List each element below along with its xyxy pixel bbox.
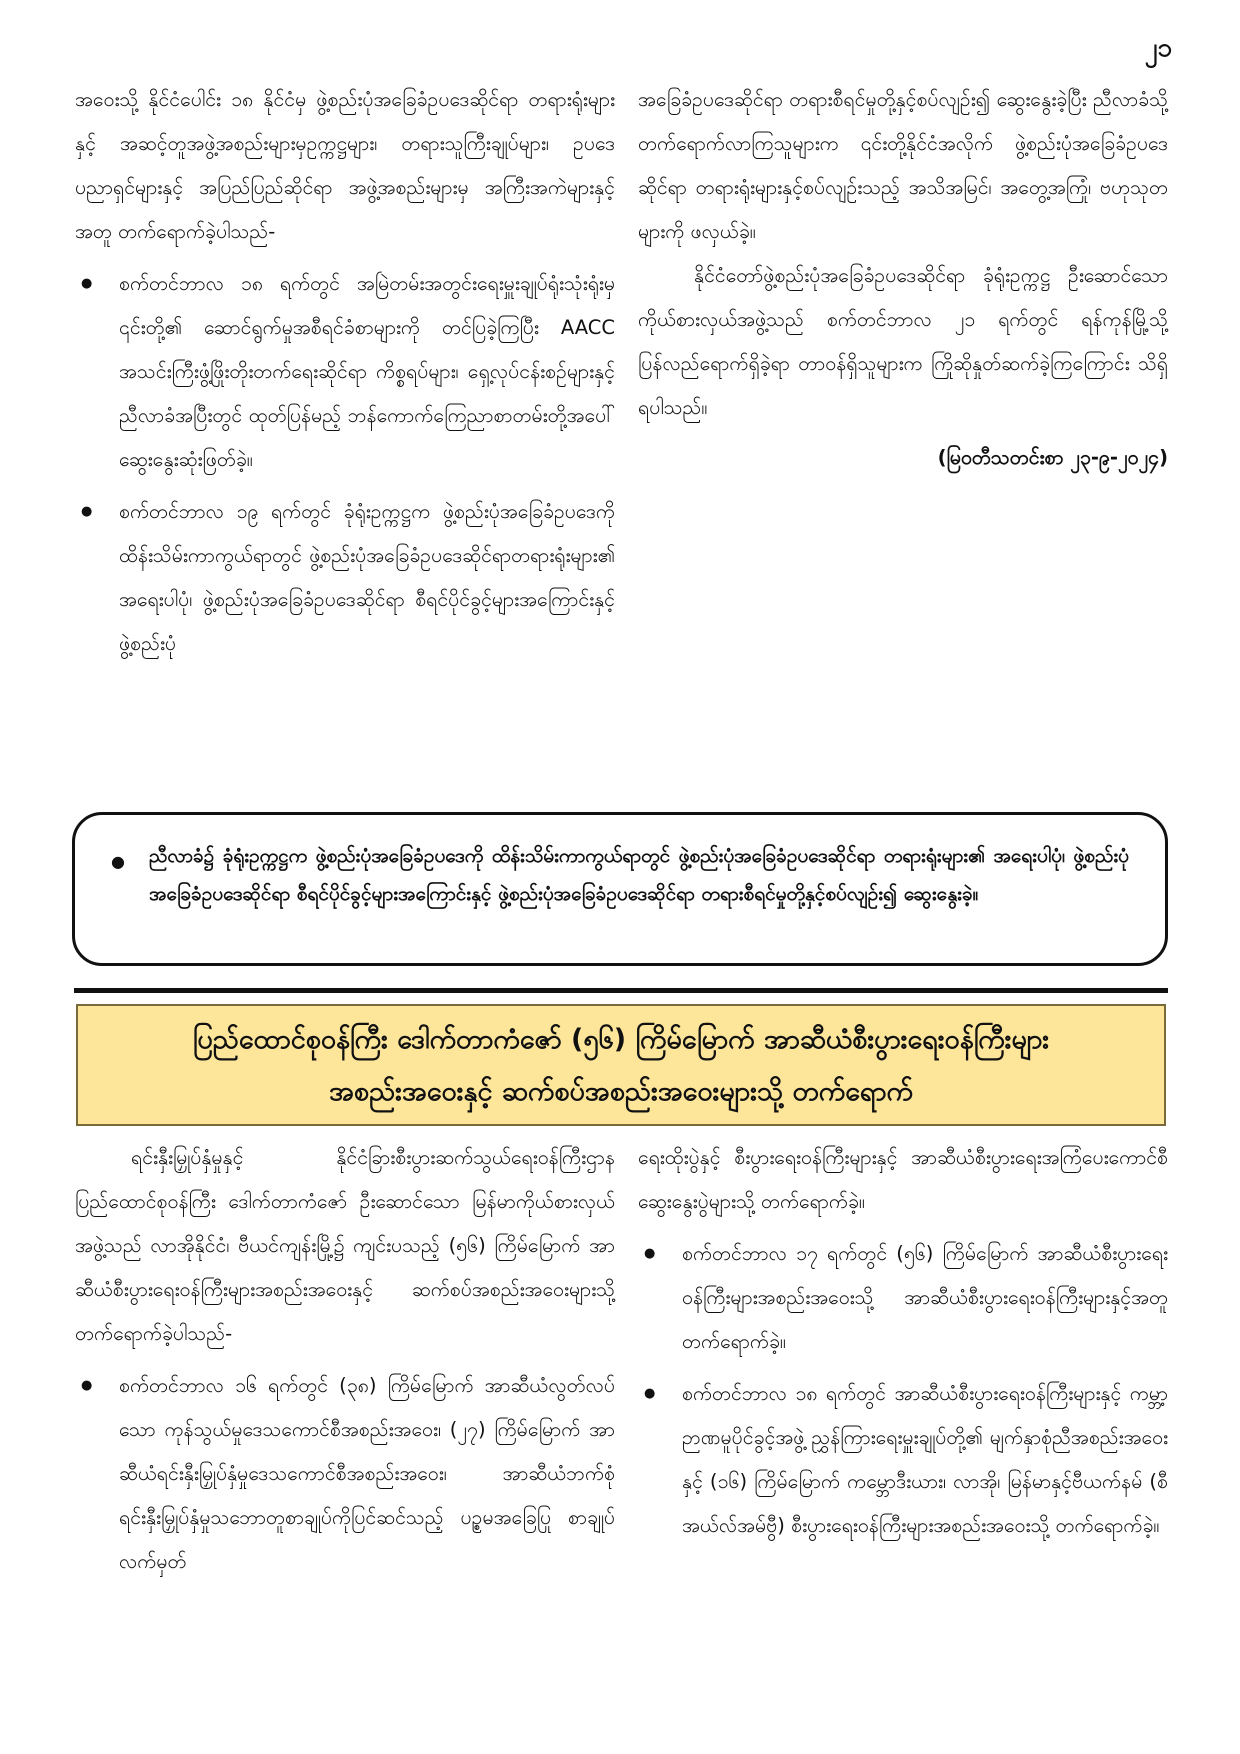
page-number: ၂၁ <box>1144 33 1172 63</box>
bullet-item: ● စက်တင်ဘာလ ၁၈ ရက်တွင် အမြဲတမ်းအတွင်းရေးမှူးချုပ်ရုံးသုံးရုံးမှ ၎င်းတို့၏ ဆောင်ရွက်မှုအစီရင်ခံစာများကို တင်ပြခဲ့ကြပြီး AACC အသင်းကြီးဖွံ့ဖြိုးတိုးတက်ရေးဆိုင်ရာ ကိစ္စရပ်များ၊ ရှေ့လုပ်ငန်းစဉ်များနှင့် ညီလာခံအပြီးတွင် ထုတ်ပြန်မည့် ဘန်ကောက်ကြေညာစာတမ်းတို့အပေါ် ဆွေးနွေးဆုံးဖြတ်ခဲ့။ <box>75 262 615 482</box>
continuation-paragraph: အခြေခံဥပဒေဆိုင်ရာ တရားစီရင်မှုတို့နှင့်စပ်လျဉ်း၍ ဆွေးနွေးခဲ့ပြီး ညီလာခံသို့ တက်ရောက်လာကြသူများက ၎င်းတို့နိုင်ငံအလိုက် ဖွဲ့စည်းပုံအခြေခံဥပဒေဆိုင်ရာ တရားရုံးများနှင့်စပ်လျဉ်းသည့် အသိအမြင်၊ အတွေ့အကြုံ၊ ဗဟုသုတများကို ဖလှယ်ခဲ့။ <box>638 88 1168 243</box>
intro-paragraph: အဝေးသို့ နိုင်ငံပေါင်း ၁၈ နိုင်ငံမှ ဖွဲ့စည်းပုံအခြေခံဥပဒေဆိုင်ရာ တရားရုံးများနှင့် အဆင့်တူအဖွဲ့အစည်းများမှဥက္ကဋ္ဌများ၊ တရားသူကြီးချုပ်များ၊ ဥပဒေပညာရှင်များနှင့် အပြည်ပြည်ဆိုင်ရာ အဖွဲ့အစည်းများမှ အကြီးအကဲများနှင့်အတူ တက်ရောက်ခဲ့ပါသည်- <box>75 88 615 243</box>
bullet-list <box>75 262 615 666</box>
section-title-banner <box>76 1004 1166 1126</box>
section-divider <box>74 988 1168 993</box>
section-title-line: အစည်းအဝေးနှင့် ဆက်စပ်အစည်းအဝေးများသို့ တက်ရောက် <box>329 1076 913 1107</box>
bullet-item: ● စက်တင်ဘာလ ၁၇ ရက်တွင် (၅၆) ကြိမ်မြောက် အာဆီယံစီးပွားရေးဝန်ကြီးများအစည်းအဝေးသို့ အာဆီယံစီးပွားရေးဝန်ကြီးများနှင့်အတူ တက်ရောက်ခဲ့။ <box>638 1232 1168 1364</box>
bottom-right-column <box>638 1136 1168 1548</box>
top-right-column <box>638 78 1168 480</box>
section-title-line: ပြည်ထောင်စုဝန်ကြီး ဒေါက်တာကံဇော် (၅၆) ကြိမ်မြောက် အာဆီယံစီးပွားရေးဝန်ကြီးများ <box>192 1024 1050 1055</box>
top-left-column <box>75 78 615 666</box>
bullet-list <box>75 1364 615 1584</box>
highlight-box <box>72 812 1168 966</box>
bottom-left-column <box>75 1136 615 1584</box>
bullet-icon: ● <box>111 852 125 871</box>
bullet-item: ● စက်တင်ဘာလ ၁၆ ရက်တွင် (၃၈) ကြိမ်မြောက် အာဆီယံလွတ်လပ်သော ကုန်သွယ်မှုဒေသကောင်စီအစည်းအဝေး၊ (၂၇) ကြိမ်မြောက် အာဆီယံရင်းနှီးမြှုပ်နှံမှုဒေသကောင်စီအစည်းအဝေး၊ အာဆီယံဘက်စုံရင်းနှီးမြှုပ်နှံမှုသဘောတူစာချုပ်ကိုပြင်ဆင်သည့် ပဉ္စမအခြေပြု စာချုပ်လက်မှတ် <box>75 1364 615 1584</box>
intro-paragraph: ရင်းနှီးမြှုပ်နှံမှုနှင့် နိုင်ငံခြားစီးပွားဆက်သွယ်ရေးဝန်ကြီးဌာန ပြည်ထောင်စုဝန်ကြီး ဒေါက်တာကံဇော် ဦးဆောင်သော မြန်မာကိုယ်စားလှယ်အဖွဲ့သည် လာအိုနိုင်ငံ၊ ဗီယင်ကျန်းမြို့၌ ကျင်းပသည့် (၅၆) ကြိမ်မြောက် အာဆီယံစီးပွားရေးဝန်ကြီးများအစည်းအဝေးနှင့် ဆက်စပ်အစည်းအဝေးများသို့ တက်ရောက်ခဲ့ပါသည်- <box>75 1146 615 1345</box>
bullet-list <box>638 1232 1168 1548</box>
bullet-item: ● စက်တင်ဘာလ ၁၈ ရက်တွင် အာဆီယံစီးပွားရေးဝန်ကြီးများနှင့် ကမ္ဘာ့ဉာဏမူပိုင်ခွင့်အဖွဲ့ ညွှန်ကြားရေးမှူးချုပ်တို့၏ မျက်နှာစုံညီအစည်းအဝေးနှင့် (၁၆) ကြိမ်မြောက် ကမ္ဘောဒီးယား၊ လာအို၊ မြန်မာနှင့်ဗီယက်နမ် (စီအယ်လ်အမ်ဗွီ) စီးပွားရေးဝန်ကြီးများအစည်းအဝေးသို့ တက်ရောက်ခဲ့။ <box>638 1372 1168 1548</box>
continuation-paragraph: ရေးထိုးပွဲနှင့် စီးပွားရေးဝန်ကြီးများနှင့် အာဆီယံစီးပွားရေးအကြံပေးကောင်စီဆွေးနွေးပွဲများသို့ တက်ရောက်ခဲ့။ <box>638 1146 1168 1213</box>
bullet-item: ● စက်တင်ဘာလ ၁၉ ရက်တွင် ခုံရုံးဥက္ကဋ္ဌက ဖွဲ့စည်းပုံအခြေခံဥပဒေကို ထိန်းသိမ်းကာကွယ်ရာတွင် ဖွဲ့စည်းပုံအခြေခံဥပဒေဆိုင်ရာတရားရုံးများ၏ အရေးပါပုံ၊ ဖွဲ့စည်းပုံအခြေခံဥပဒေဆိုင်ရာ စီရင်ပိုင်ခွင့်များအကြောင်းနှင့် ဖွဲ့စည်းပုံ <box>75 490 615 666</box>
source-citation: (မြဝတီသတင်းစာ ၂၃-၉-၂၀၂၄) <box>937 446 1168 469</box>
body-paragraph: နိုင်ငံတော်ဖွဲ့စည်းပုံအခြေခံဥပဒေဆိုင်ရာ ခုံရုံးဥက္ကဋ္ဌ ဦးဆောင်သော ကိုယ်စားလှယ်အဖွဲ့သည် စက်တင်ဘာလ ၂၁ ရက်တွင် ရန်ကုန်မြို့သို့ ပြန်လည်ရောက်ရှိခဲ့ရာ တာဝန်ရှိသူများက ကြိုဆိုနှုတ်ဆက်ခဲ့ကြကြောင်း သိရှိရပါသည်။ <box>638 264 1168 419</box>
highlight-text: ညီလာခံ၌ ခုံရုံးဥက္ကဋ္ဌက ဖွဲ့စည်းပုံအခြေခံဥပဒေကို ထိန်းသိမ်းကာကွယ်ရာတွင် ဖွဲ့စည်းပုံအခြေခံဥပဒေဆိုင်ရာ တရားရုံးများ၏ အရေးပါပုံ၊ ဖွဲ့စည်းပုံအခြေခံဥပဒေဆိုင်ရာ စီရင်ပိုင်ခွင့်များအကြောင်းနှင့် ဖွဲ့စည်းပုံအခြေခံဥပဒေဆိုင်ရာ တရားစီရင်မှုတို့နှင့်စပ်လျဉ်း၍ ဆွေးနွေးခဲ့။ <box>149 845 1129 905</box>
